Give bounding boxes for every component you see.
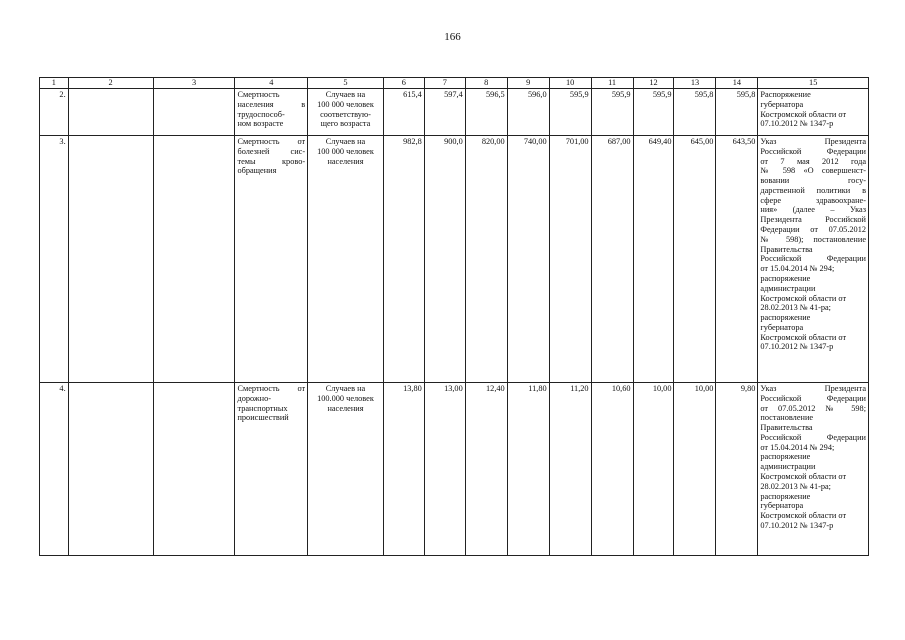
table-row <box>40 136 869 383</box>
text-line: от 15.04.2014 № 294; <box>760 264 835 274</box>
value-cell: 595,9 <box>591 89 633 136</box>
column-number: 4 <box>235 78 308 89</box>
column-number: 1 <box>40 78 69 89</box>
value-cell: 643,50 <box>716 136 758 383</box>
value-cell: 10,00 <box>674 383 716 556</box>
indicators-table <box>39 77 869 556</box>
text-line: от 7 мая 2012 года <box>760 156 866 166</box>
text-line: 100.000 человек <box>317 393 374 403</box>
text-line: населения <box>327 156 364 166</box>
value-cell: 595,9 <box>549 89 591 136</box>
value-cell: 645,00 <box>674 136 716 383</box>
text-line: происшествий <box>237 413 289 423</box>
text-line: Смертность от <box>237 137 306 146</box>
column-number: 5 <box>308 78 384 89</box>
value-cell: 596,0 <box>507 89 549 136</box>
text-line: распоряжение <box>760 452 811 462</box>
text-line: администрации <box>760 462 816 472</box>
column-number: 3 <box>153 78 235 89</box>
text-line: от 15.04.2014 № 294; <box>760 442 835 452</box>
text-line: Костромской области от <box>760 109 847 119</box>
cell-col3 <box>153 383 235 556</box>
column-number: 10 <box>549 78 591 89</box>
text-line: Костромской области от <box>760 293 847 303</box>
value-cell: 13,00 <box>424 383 465 556</box>
text-line: распоряжение <box>760 273 811 283</box>
column-number: 8 <box>465 78 507 89</box>
text-line: Указ Президента <box>760 137 866 146</box>
text-line: губернатора <box>760 322 804 332</box>
value-cell: 740,00 <box>507 136 549 383</box>
text-line: транспортных <box>237 403 288 413</box>
text-line: 07.10.2012 № 1347-р <box>760 520 834 530</box>
text-line: щего возраста <box>320 119 371 129</box>
text-line: Правительства <box>760 423 813 433</box>
text-line: сфере здравоохране- <box>760 195 866 205</box>
text-line: Российской Федерации <box>760 254 866 264</box>
column-number-row <box>40 78 869 89</box>
row-index: 2. <box>40 89 69 136</box>
value-cell: 701,00 <box>549 136 591 383</box>
text-line: 100 000 человек <box>317 99 374 109</box>
text-line: губернатора <box>760 501 804 511</box>
column-number: 14 <box>716 78 758 89</box>
table-row <box>40 383 869 556</box>
column-number: 15 <box>758 78 869 89</box>
text-line: Костромской области от <box>760 332 847 342</box>
text-line: Правительства <box>760 244 813 254</box>
value-cell: 596,5 <box>465 89 507 136</box>
cell-col2 <box>68 89 153 136</box>
column-number: 12 <box>633 78 674 89</box>
text-line: вовании госу- <box>760 176 866 186</box>
text-line: Указ Президента <box>760 384 866 393</box>
text-line: Российской Федерации <box>760 432 866 442</box>
text-line: ном возрасте <box>237 119 284 129</box>
text-line: постановление <box>760 413 814 423</box>
basis-cell <box>758 89 869 136</box>
cell-col2 <box>68 383 153 556</box>
text-line: трудоспособ- <box>237 109 285 119</box>
value-cell: 982,8 <box>383 136 424 383</box>
text-line: населения в <box>237 99 306 109</box>
row-index: 4. <box>40 383 69 556</box>
text-line: № 598); постановление <box>760 234 866 244</box>
text-line: Федерации от 07.05.2012 <box>760 225 866 235</box>
text-line: 07.10.2012 № 1347-р <box>760 119 834 129</box>
text-line: ния» (далее – Указ <box>760 205 866 215</box>
unit-cell <box>308 89 384 136</box>
value-cell: 10,00 <box>633 383 674 556</box>
indicator-cell <box>235 383 308 556</box>
text-line: распоряжение <box>760 313 811 323</box>
value-cell: 615,4 <box>383 89 424 136</box>
text-line: Случаев на <box>325 384 366 393</box>
basis-cell <box>758 136 869 383</box>
cell-col3 <box>153 89 235 136</box>
value-cell: 10,60 <box>591 383 633 556</box>
column-number: 7 <box>424 78 465 89</box>
value-cell: 687,00 <box>591 136 633 383</box>
value-cell: 595,8 <box>716 89 758 136</box>
value-cell: 900,0 <box>424 136 465 383</box>
value-cell: 9,80 <box>716 383 758 556</box>
text-line: от 07.05.2012 № 598; <box>760 403 866 413</box>
text-line: Распоряжение <box>760 90 811 99</box>
text-line: администрации <box>760 283 816 293</box>
row-index: 3. <box>40 136 69 383</box>
text-line: губернатора <box>760 99 804 109</box>
value-cell: 595,9 <box>633 89 674 136</box>
column-number: 2 <box>68 78 153 89</box>
value-cell: 11,80 <box>507 383 549 556</box>
text-line: обращения <box>237 166 277 176</box>
text-line: Случаев на <box>325 137 366 146</box>
text-line: Смертность <box>237 90 280 99</box>
cell-col3 <box>153 136 235 383</box>
text-line: № 598 «О совершенст- <box>760 166 866 176</box>
value-cell: 11,20 <box>549 383 591 556</box>
text-line: болезней сис- <box>237 146 306 156</box>
value-cell: 649,40 <box>633 136 674 383</box>
value-cell: 597,4 <box>424 89 465 136</box>
value-cell: 13,80 <box>383 383 424 556</box>
text-line: темы крово- <box>237 156 306 166</box>
text-line: Российской Федерации <box>760 393 866 403</box>
table-row <box>40 89 869 136</box>
value-cell: 595,8 <box>674 89 716 136</box>
text-line: 100 000 человек <box>317 146 374 156</box>
indicator-cell <box>235 89 308 136</box>
text-line: Костромской области от <box>760 511 847 521</box>
cell-col2 <box>68 136 153 383</box>
value-cell: 820,00 <box>465 136 507 383</box>
text-line: Случаев на <box>325 90 366 99</box>
text-line: Костромской области от <box>760 472 847 482</box>
text-line: Смертность от <box>237 384 306 393</box>
unit-cell <box>308 383 384 556</box>
column-number: 6 <box>383 78 424 89</box>
column-number: 13 <box>674 78 716 89</box>
text-line: Президента Российской <box>760 215 866 225</box>
indicator-cell <box>235 136 308 383</box>
text-line: 07.10.2012 № 1347-р <box>760 342 834 352</box>
value-cell: 12,40 <box>465 383 507 556</box>
column-number: 9 <box>507 78 549 89</box>
text-line: распоряжение <box>760 491 811 501</box>
text-line: Российской Федерации <box>760 146 866 156</box>
page-number: 166 <box>444 31 461 43</box>
text-line: дорожно- <box>237 393 272 403</box>
text-line: 28.02.2013 № 41-ра; <box>760 481 831 491</box>
text-line: населения <box>327 403 364 413</box>
basis-cell <box>758 383 869 556</box>
unit-cell <box>308 136 384 383</box>
column-number: 11 <box>591 78 633 89</box>
text-line: соответствую- <box>320 109 371 119</box>
text-line: дарственной политики в <box>760 185 866 195</box>
text-line: 28.02.2013 № 41-ра; <box>760 303 831 313</box>
